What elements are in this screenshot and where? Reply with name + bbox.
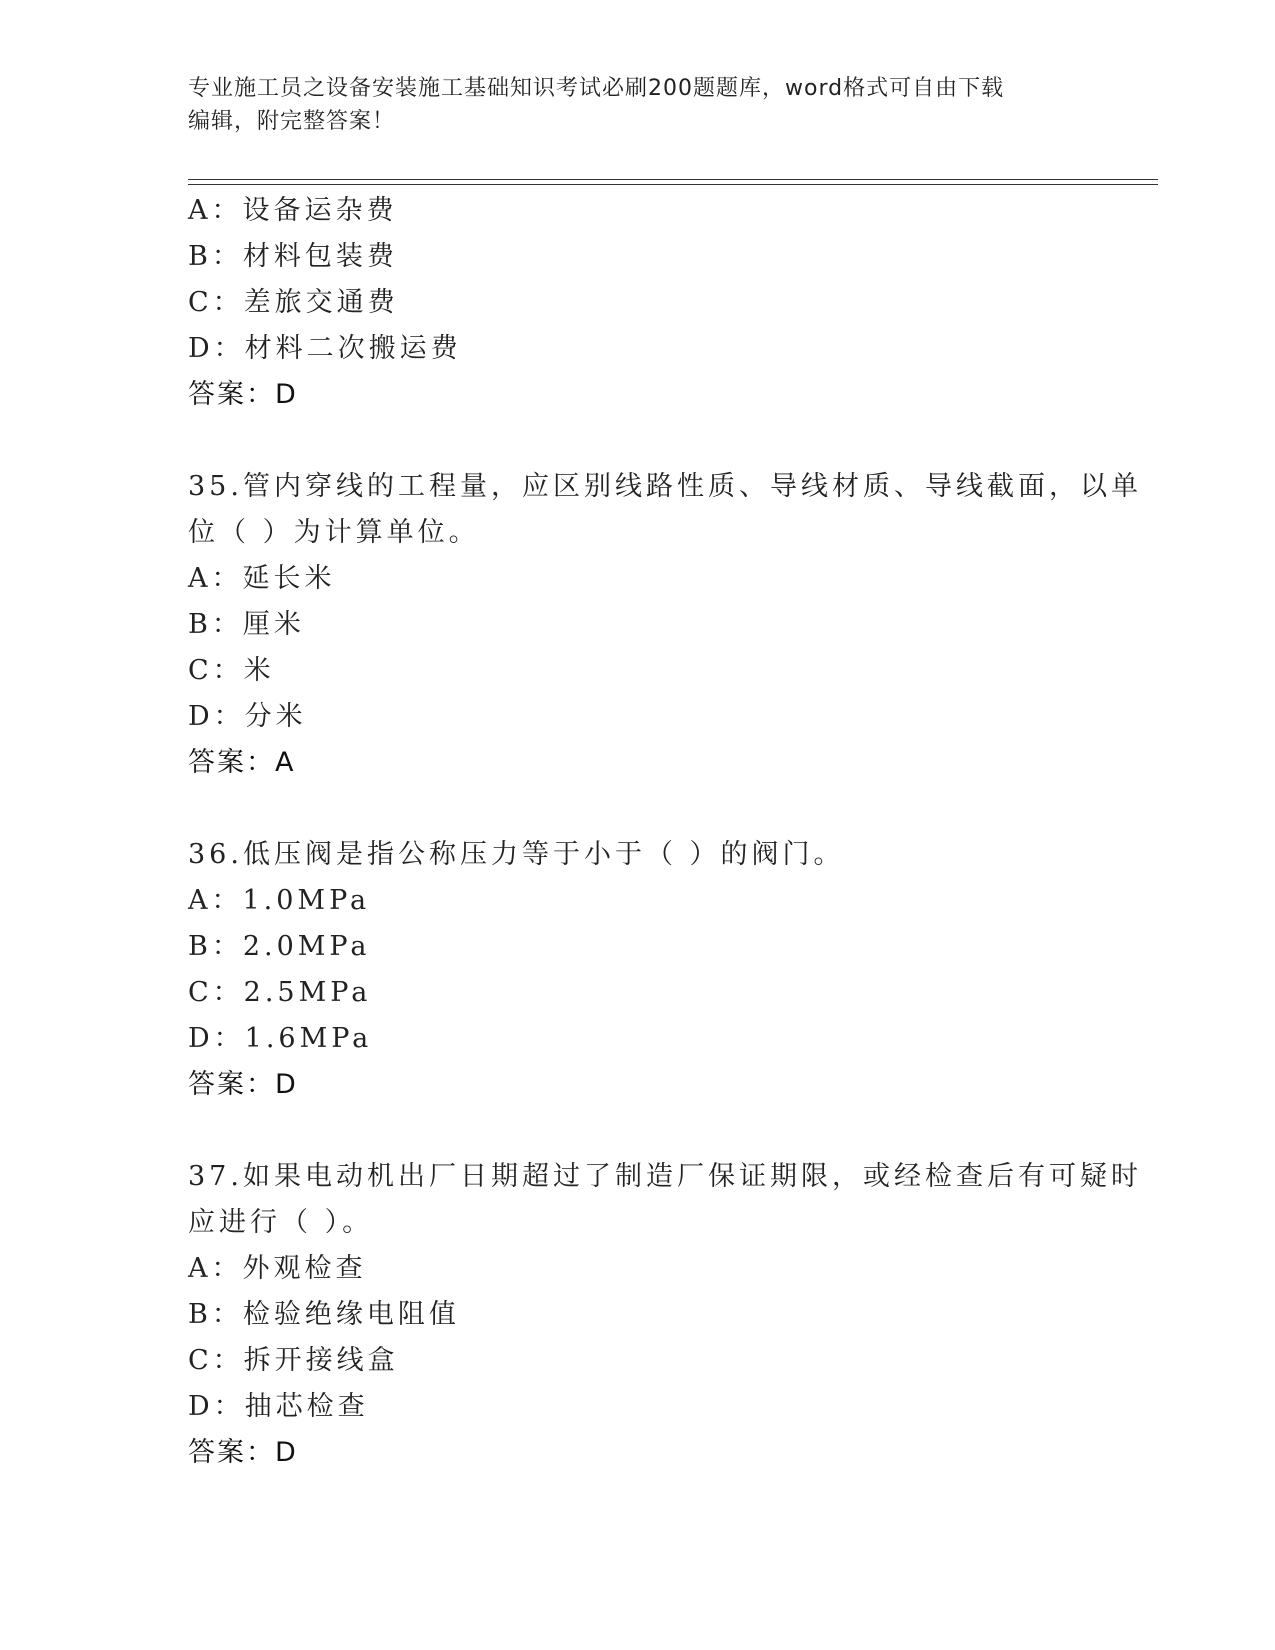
option-d: D：抽芯检查: [188, 1391, 369, 1422]
header-divider-top: [188, 179, 1158, 180]
document-body: [188, 188, 1142, 1476]
header-divider-bottom: [188, 184, 1158, 185]
option-a: A：外观检查: [188, 1253, 367, 1284]
question-block-34: [188, 188, 1088, 418]
option-a: A：1.0MPa: [188, 885, 371, 916]
option-a: A：设备运杂费: [188, 195, 398, 226]
option-d: D：材料二次搬运费: [188, 333, 462, 364]
header-line-1: 专业施工员之设备安装施工基础知识考试必刷200题题库，word格式可自由下载: [188, 76, 1005, 101]
question-stem-continued: 应进行（ ）。: [188, 1207, 374, 1238]
question-stem: 37.如果电动机出厂日期超过了制造厂保证期限，或经检查后有可疑时: [188, 1161, 1142, 1192]
option-b: B：2.0MPa: [188, 931, 371, 962]
option-c: C：米: [188, 655, 275, 686]
document-header: [188, 72, 1088, 138]
option-a: A：延长米: [188, 563, 336, 594]
option-b: B：检验绝缘电阻值: [188, 1299, 460, 1330]
option-c: C：2.5MPa: [188, 977, 372, 1008]
question-block-36: [188, 832, 1088, 1108]
option-d: D：分米: [188, 701, 307, 732]
option-c: C：拆开接线盒: [188, 1345, 399, 1376]
question-stem: 36.低压阀是指公称压力等于小于（ ）的阀门。: [188, 839, 845, 870]
question-stem-continued: 位（ ）为计算单位。: [188, 517, 480, 548]
header-line-2: 编辑，附完整答案！: [188, 109, 396, 134]
question-stem: 35.管内穿线的工程量，应区别线路性质、导线材质、导线截面，以单: [188, 471, 1142, 502]
option-c: C：差旅交通费: [188, 287, 399, 318]
answer-line: 答案：D: [188, 1069, 298, 1100]
answer-line: 答案：D: [188, 1437, 298, 1468]
answer-line: 答案：A: [188, 747, 296, 778]
option-b: B：材料包装费: [188, 241, 398, 272]
answer-line: 答案：D: [188, 379, 298, 410]
question-block-35: [188, 464, 1142, 786]
question-block-37: [188, 1154, 1142, 1476]
option-b: B：厘米: [188, 609, 305, 640]
option-d: D：1.6MPa: [188, 1023, 373, 1054]
